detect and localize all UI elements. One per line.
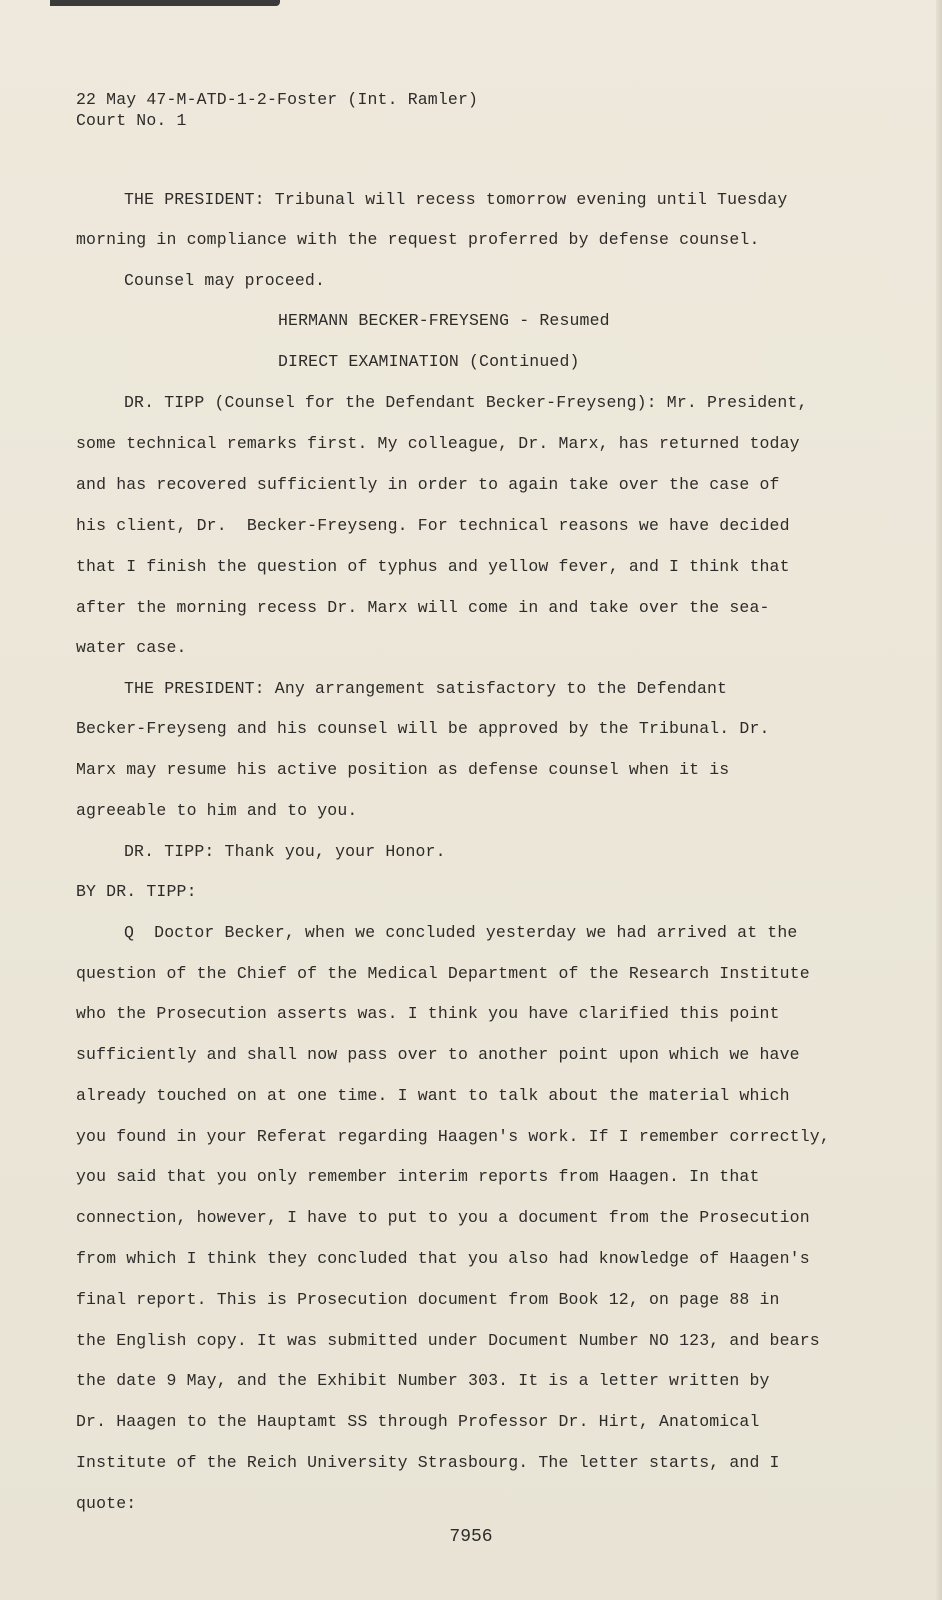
text-line: final report. This is Prosecution document from Book 12, on page 88 in [76, 1290, 780, 1309]
text-line: you said that you only remember interim reports from Haagen. In that [76, 1167, 760, 1186]
text-line: the date 9 May, and the Exhibit Number 303. It is a letter written by [76, 1371, 770, 1390]
text-line: Institute of the Reich University Strasbourg. The letter starts, and I [76, 1453, 780, 1472]
text-line: his client, Dr. Becker-Freyseng. For technical reasons we have decided [76, 516, 790, 535]
text-line: DR. TIPP: Thank you, your Honor. [124, 842, 446, 861]
text-line: THE PRESIDENT: Any arrangement satisfactory to the Defendant [124, 679, 728, 698]
text-line: who the Prosecution asserts was. I think you have clarified this point [76, 1004, 780, 1023]
text-line: quote: [76, 1494, 137, 1513]
page-right-edge [936, 0, 942, 1600]
page-edge-shadow [50, 0, 280, 6]
text-line: question of the Chief of the Medical Department of the Research Institute [76, 964, 810, 983]
text-line: Q Doctor Becker, when we concluded yesterday we had arrived at the [124, 923, 798, 942]
examination-heading: DIRECT EXAMINATION (Continued) [278, 352, 580, 371]
text-line: Marx may resume his active position as defense counsel when it is [76, 760, 730, 779]
text-line: some technical remarks first. My colleague, Dr. Marx, has returned today [76, 434, 800, 453]
text-line: water case. [76, 638, 187, 657]
session-header: 22 May 47-M-ATD-1-2-Foster (Int. Ramler) [76, 90, 479, 109]
text-line: after the morning recess Dr. Marx will come in and take over the sea- [76, 598, 770, 617]
examiner-line: BY DR. TIPP: [76, 882, 197, 901]
text-line: and has recovered sufficiently in order to again take over the case of [76, 475, 780, 494]
text-line: DR. TIPP (Counsel for the Defendant Becker-Freyseng): Mr. President, [124, 393, 808, 412]
court-number: Court No. 1 [76, 111, 187, 130]
text-line: THE PRESIDENT: Tribunal will recess tomorrow evening until Tuesday [124, 190, 788, 209]
text-line: morning in compliance with the request proferred by defense counsel. [76, 230, 760, 249]
text-line: from which I think they concluded that you also had knowledge of Haagen's [76, 1249, 810, 1268]
witness-heading: HERMANN BECKER-FREYSENG - Resumed [278, 311, 610, 330]
text-line: the English copy. It was submitted under Document Number NO 123, and bears [76, 1331, 820, 1350]
text-line: sufficiently and shall now pass over to another point upon which we have [76, 1045, 800, 1064]
text-line: already touched on at one time. I want to talk about the material which [76, 1086, 790, 1105]
text-line: that I finish the question of typhus and yellow fever, and I think that [76, 557, 790, 576]
text-line: Counsel may proceed. [124, 271, 326, 290]
text-line: Dr. Haagen to the Hauptamt SS through Professor Dr. Hirt, Anatomical [76, 1412, 760, 1431]
text-line: connection, however, I have to put to you a document from the Prosecution [76, 1208, 810, 1227]
text-line: you found in your Referat regarding Haagen's work. If I remember correctly, [76, 1127, 830, 1146]
page-number: 7956 [449, 1527, 493, 1547]
text-line: Becker-Freyseng and his counsel will be approved by the Tribunal. Dr. [76, 719, 770, 738]
text-line: agreeable to him and to you. [76, 801, 358, 820]
